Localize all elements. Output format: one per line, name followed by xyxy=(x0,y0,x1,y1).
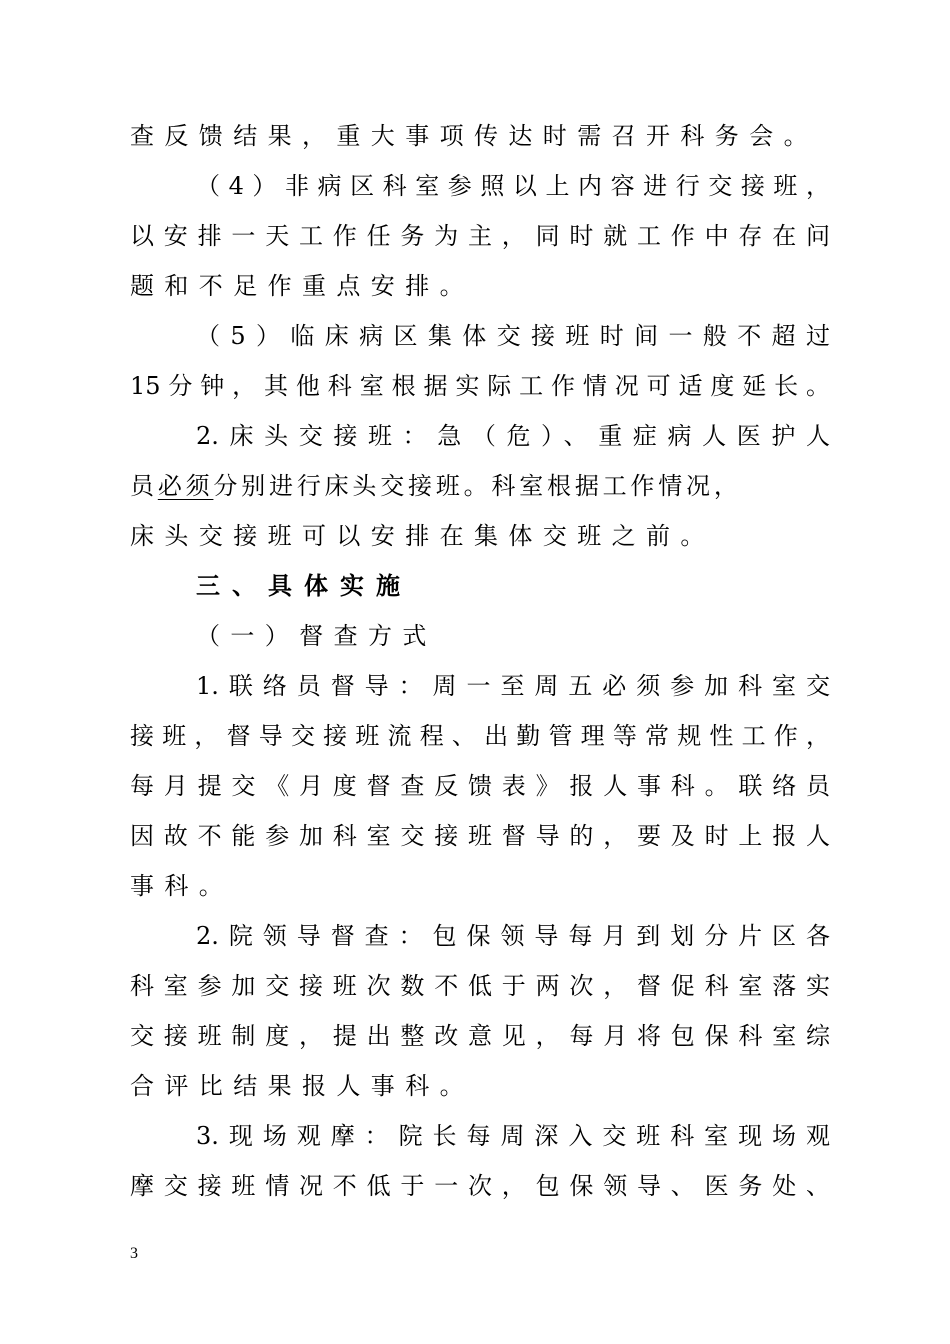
paragraph-line: 合评比结果报人事科。 xyxy=(130,1072,474,1100)
paragraph-line: 接班，督导交接班流程、出勤管理等常规性工作， xyxy=(130,722,830,750)
paragraph-line: （4）非病区科室参照以上内容进行交接班， xyxy=(196,172,830,200)
paragraph-line: 科室参加交接班次数不低于两次，督促科室落实 xyxy=(130,972,830,1000)
paragraph-line: 因故不能参加科室交接班督导的，要及时上报人 xyxy=(130,822,830,850)
paragraph-line: 2.院领导督查：包保领导每月到划分片区各 xyxy=(196,922,830,950)
paragraph-line: （5）临床病区集体交接班时间一般不超过 xyxy=(196,322,830,350)
subsection-heading: （一）督查方式 xyxy=(196,622,437,650)
text-segment: 员 xyxy=(130,472,158,500)
paragraph-line: 15分钟，其他科室根据实际工作情况可适度延长。 xyxy=(130,372,830,400)
section-heading: 三、具体实施 xyxy=(196,571,412,600)
paragraph-line: 题和不足作重点安排。 xyxy=(130,272,474,300)
page-number: 3 xyxy=(130,1245,138,1262)
text-segment: 分别进行床头交接班。科室根据工作情况， xyxy=(213,472,742,500)
paragraph-line: 事科。 xyxy=(130,872,234,900)
paragraph-line: 3.现场观摩：院长每周深入交班科室现场观 xyxy=(196,1122,830,1150)
paragraph-line: 每月提交《月度督查反馈表》报人事科。联络员 xyxy=(130,772,830,800)
paragraph-line: 交接班制度，提出整改意见，每月将包保科室综 xyxy=(130,1022,830,1050)
paragraph-line: 床头交接班可以安排在集体交班之前。 xyxy=(130,522,715,550)
paragraph-line: 摩交接班情况不低于一次，包保领导、医务处、 xyxy=(130,1172,830,1200)
paragraph-line xyxy=(130,466,830,506)
paragraph-line: 以安排一天工作任务为主，同时就工作中存在问 xyxy=(130,222,830,250)
paragraph-line: 1.联络员督导：周一至周五必须参加科室交 xyxy=(196,672,830,700)
paragraph-line: 查反馈结果，重大事项传达时需召开科务会。 xyxy=(130,122,818,150)
paragraph-line: 2.床头交接班：急（危）、重症病人医护人 xyxy=(196,422,830,450)
underlined-text: 必须 xyxy=(157,472,214,500)
